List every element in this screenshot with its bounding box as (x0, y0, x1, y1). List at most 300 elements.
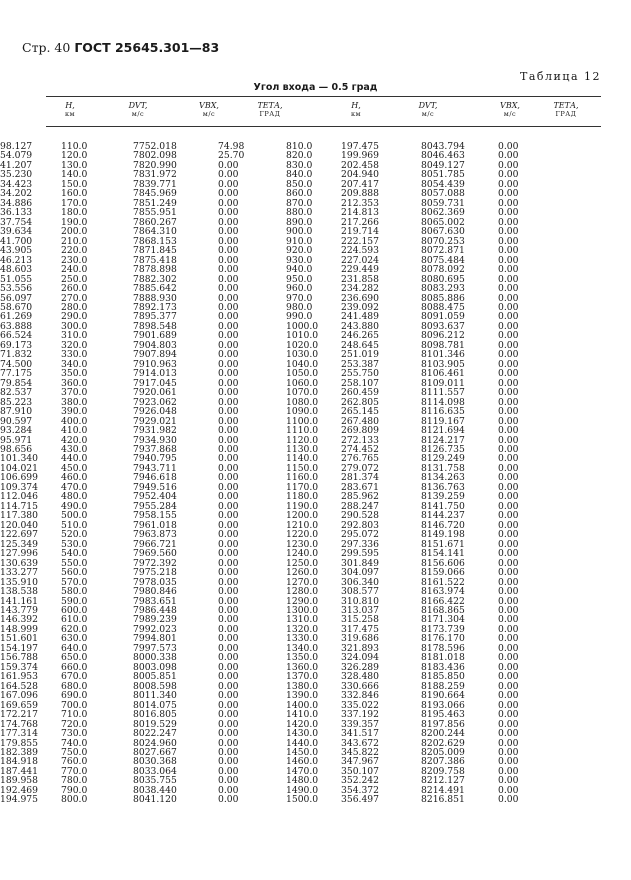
table-cell: 1310.0 (286, 614, 319, 626)
table-cell: 7907.894 (133, 349, 177, 361)
table-cell: 192.469 (0, 784, 38, 796)
table-cell: 1140.0 (286, 453, 319, 465)
table-cell: 7975.218 (133, 567, 177, 579)
table-cell: 276.765 (341, 453, 379, 465)
table-cell: 41.207 (0, 159, 33, 171)
table-cell: 0.00 (498, 557, 519, 569)
table-cell: 241.489 (341, 311, 379, 323)
table-cell: 7997.573 (133, 642, 177, 654)
table-cell: 970.0 (286, 292, 313, 304)
table-row: 620.0 148.999 7992.023 0.00 1320.0 317.475 8173.739 0.00 (0, 625, 631, 634)
table-cell: 265.145 (341, 406, 379, 418)
table-cell: 0.00 (218, 311, 239, 323)
table-cell: 8085.886 (421, 292, 465, 304)
table-cell: 0.00 (218, 207, 239, 219)
table-cell: 1010.0 (286, 330, 319, 342)
table-cell: 890.0 (286, 216, 313, 228)
table-cell: 7910.963 (133, 358, 177, 370)
table-cell: 1250.0 (286, 557, 319, 569)
table-cell: 0.00 (218, 623, 239, 635)
table-cell: 0.00 (218, 756, 239, 768)
table-cell: 8005.851 (133, 671, 177, 683)
table-cell: 0.00 (498, 718, 519, 730)
table-cell: 0.00 (218, 633, 239, 645)
table-cell: 0.00 (498, 614, 519, 626)
table-cell: 1210.0 (286, 519, 319, 531)
table-cell: 1180.0 (286, 491, 319, 503)
table-cell: 212.353 (341, 197, 379, 209)
table-cell: 98.127 (0, 141, 33, 152)
table-row: 230.0 46.213 7875.418 0.00 930.0 227.024 8075.484 0.00 (0, 256, 631, 265)
table-cell: 0.00 (498, 396, 519, 408)
table-cell: 321.893 (341, 642, 379, 654)
table-cell: 8103.905 (421, 358, 465, 370)
table-cell: 0.00 (498, 415, 519, 427)
column-header (480, 101, 540, 119)
table-cell: 8183.436 (421, 661, 465, 673)
data-table (0, 142, 631, 805)
table-cell: 34.423 (0, 178, 33, 190)
table-cell: 79.854 (0, 377, 33, 389)
table-cell: 850.0 (286, 178, 313, 190)
table-cell: 90.597 (0, 415, 33, 427)
table-cell: 1500.0 (286, 794, 319, 806)
table-cell: 0.00 (498, 623, 519, 635)
table-row: 130.0 41.207 7820.990 0.00 830.0 202.458 8049.127 0.00 (0, 161, 631, 170)
table-cell: 1300.0 (286, 604, 319, 616)
table-cell: 8168.865 (421, 604, 465, 616)
table-cell: 301.849 (341, 557, 379, 569)
table-cell: 98.656 (0, 444, 33, 455)
table-cell: 343.672 (341, 737, 379, 749)
table-cell: 356.497 (341, 794, 379, 806)
table-cell: 1110.0 (286, 425, 319, 437)
table-cell: 7978.035 (133, 576, 177, 588)
column-header-name: DVT, (418, 101, 438, 110)
table-cell: 74.98 (218, 141, 245, 152)
table-row: 240.0 48.603 7878.898 0.00 940.0 229.449 8078.092 0.00 (0, 265, 631, 274)
table-cell: 53.556 (0, 283, 33, 295)
table-cell: 920.0 (286, 245, 313, 257)
table-row: 790.0 192.469 8038.440 0.00 1490.0 354.372 8214.491 0.00 (0, 786, 631, 795)
table-cell: 870.0 (286, 197, 313, 209)
table-cell: 1350.0 (286, 652, 319, 664)
table-cell: 0.00 (498, 538, 519, 550)
table-cell: 0.00 (498, 576, 519, 588)
table-cell: 0.00 (218, 671, 239, 683)
table-row: 500.0 117.380 7958.155 0.00 1200.0 290.528 8144.237 0.00 (0, 511, 631, 520)
table-cell: 7952.404 (133, 491, 177, 503)
table-row: 260.0 53.556 7885.642 0.00 960.0 234.282 8083.293 0.00 (0, 284, 631, 293)
table-cell: 0.00 (498, 765, 519, 777)
table-row: 380.0 85.223 7923.062 0.00 1080.0 262.805 8114.098 0.00 (0, 398, 631, 407)
table-cell: 315.258 (341, 614, 379, 626)
column-header-unit: км (64, 110, 76, 118)
table-cell: 272.133 (341, 434, 379, 446)
table-cell: 1090.0 (286, 406, 319, 418)
table-cell: 258.107 (341, 377, 379, 389)
table-row: 560.0 133.277 7975.218 0.00 1260.0 304.097 8159.066 0.00 (0, 568, 631, 577)
table-cell: 8146.720 (421, 519, 465, 531)
table-cell: 7898.548 (133, 320, 177, 332)
table-cell: 1480.0 (286, 775, 319, 787)
table-cell: 8109.011 (421, 377, 465, 389)
table-cell: 61.269 (0, 311, 33, 323)
table-cell: 8141.750 (421, 500, 465, 512)
table-cell: 7969.560 (133, 548, 177, 560)
table-cell: 184.918 (0, 756, 38, 768)
table-cell: 8131.758 (421, 462, 465, 474)
table-cell: 8124.217 (421, 434, 465, 446)
table-cell: 114.715 (0, 500, 38, 512)
table-cell: 8014.075 (133, 699, 177, 711)
table-cell: 7885.642 (133, 283, 177, 295)
table-cell: 0.00 (218, 292, 239, 304)
table-cell: 0.00 (218, 519, 239, 531)
table-cell: 8126.735 (421, 444, 465, 455)
table-cell: 8200.244 (421, 728, 465, 740)
table-cell: 0.00 (218, 254, 239, 266)
table-cell: 304.097 (341, 567, 379, 579)
table-cell: 330.666 (341, 680, 379, 692)
table-cell: 85.223 (0, 396, 33, 408)
standard-code: ГОСТ 25645.301—83 (74, 40, 220, 55)
table-cell: 189.958 (0, 775, 38, 787)
table-cell: 269.809 (341, 425, 379, 437)
table-cell: 352.242 (341, 775, 379, 787)
table-cell: 58.670 (0, 301, 33, 313)
table-cell: 248.645 (341, 339, 379, 351)
table-row: 450.0 104.021 7943.711 0.00 1150.0 279.072 8131.758 0.00 (0, 464, 631, 473)
table-cell: 0.00 (218, 188, 239, 200)
column-header-unit: км (350, 110, 362, 118)
table-cell: 7845.969 (133, 188, 177, 200)
table-cell: 341.517 (341, 728, 379, 740)
table-cell: 0.00 (218, 604, 239, 616)
table-cell: 101.340 (0, 453, 38, 465)
table-cell: 0.00 (218, 652, 239, 664)
table-cell: 0.00 (218, 349, 239, 361)
table-row: 390.0 87.910 7926.048 0.00 1090.0 265.145 8116.635 0.00 (0, 407, 631, 416)
table-cell: 207.417 (341, 178, 379, 190)
page-header (22, 40, 219, 55)
table-row: 180.0 36.133 7855.951 0.00 880.0 214.813 8062.369 0.00 (0, 208, 631, 217)
table-cell: 0.00 (498, 462, 519, 474)
column-header (326, 101, 386, 119)
table-cell: 0.00 (218, 728, 239, 740)
table-cell: 25.70 (218, 150, 245, 162)
table-cell: 1170.0 (286, 481, 319, 493)
table-cell: 8035.755 (133, 775, 177, 787)
table-row: 300.0 63.888 7898.548 0.00 1000.0 243.880 8093.637 0.00 (0, 322, 631, 331)
table-row: 320.0 69.173 7904.803 0.00 1020.0 248.645 8098.781 0.00 (0, 341, 631, 350)
table-cell: 0.00 (218, 680, 239, 692)
table-cell: 8083.293 (421, 283, 465, 295)
table-cell: 1430.0 (286, 728, 319, 740)
table-cell: 8075.484 (421, 254, 465, 266)
column-header-name: H, (351, 101, 361, 110)
table-cell: 0.00 (498, 235, 519, 247)
table-subtitle: Угол входа — 0.5 град (253, 82, 378, 93)
table-cell: 281.374 (341, 472, 379, 484)
table-cell: 1470.0 (286, 765, 319, 777)
table-cell: 0.00 (218, 718, 239, 730)
table-cell: 0.00 (218, 538, 239, 550)
table-cell: 339.357 (341, 718, 379, 730)
table-cell: 1290.0 (286, 595, 319, 607)
table-cell: 8173.739 (421, 623, 465, 635)
table-cell: 7958.155 (133, 510, 177, 522)
table-cell: 0.00 (218, 330, 239, 342)
table-cell: 8043.794 (421, 141, 465, 152)
table-cell: 290.528 (341, 510, 379, 522)
table-row: 630.0 151.601 7994.801 0.00 1330.0 319.686 8176.170 0.00 (0, 634, 631, 643)
table-cell: 7871.845 (133, 245, 177, 257)
table-cell: 0.00 (218, 301, 239, 313)
column-header (179, 101, 239, 119)
column-header-unit: м/с (503, 110, 517, 118)
table-cell: 8156.606 (421, 557, 465, 569)
table-cell: 174.768 (0, 718, 38, 730)
table-row: 160.0 34.202 7845.969 0.00 860.0 209.888 8057.088 0.00 (0, 189, 631, 198)
table-cell: 7963.873 (133, 529, 177, 541)
table-cell: 1260.0 (286, 567, 319, 579)
table-cell: 0.00 (218, 377, 239, 389)
table-cell: 0.00 (498, 292, 519, 304)
table-cell: 0.00 (218, 197, 239, 209)
table-cell: 1120.0 (286, 434, 319, 446)
table-cell: 0.00 (498, 510, 519, 522)
table-cell: 900.0 (286, 226, 313, 238)
table-cell: 143.779 (0, 604, 38, 616)
table-cell: 1060.0 (286, 377, 319, 389)
table-cell: 209.888 (341, 188, 379, 200)
table-cell: 93.284 (0, 425, 33, 437)
table-cell: 7937.868 (133, 444, 177, 455)
table-cell: 0.00 (218, 444, 239, 455)
table-cell: 54.079 (0, 150, 33, 162)
table-cell: 0.00 (498, 406, 519, 418)
table-cell: 8136.763 (421, 481, 465, 493)
table-row: 750.0 182.389 8027.667 0.00 1450.0 345.822 8205.009 0.00 (0, 748, 631, 757)
table-row: 340.0 74.500 7910.963 0.00 1040.0 253.387 8103.905 0.00 (0, 360, 631, 369)
table-cell: 7923.062 (133, 396, 177, 408)
table-cell: 0.00 (218, 557, 239, 569)
table-cell: 8038.440 (133, 784, 177, 796)
table-cell: 8214.491 (421, 784, 465, 796)
table-cell: 0.00 (498, 207, 519, 219)
table-cell: 335.022 (341, 699, 379, 711)
table-cell: 0.00 (498, 709, 519, 721)
table-cell: 8057.088 (421, 188, 465, 200)
table-cell: 0.00 (218, 614, 239, 626)
table-row: 400.0 90.597 7929.021 0.00 1100.0 267.480 8119.167 0.00 (0, 417, 631, 426)
table-cell: 262.805 (341, 396, 379, 408)
table-cell: 8181.018 (421, 652, 465, 664)
table-cell: 0.00 (498, 548, 519, 560)
table-cell: 332.846 (341, 690, 379, 702)
table-row: 720.0 174.768 8019.529 0.00 1420.0 339.357 8197.856 0.00 (0, 720, 631, 729)
table-cell: 236.690 (341, 292, 379, 304)
table-cell: 167.096 (0, 690, 38, 702)
table-cell: 34.886 (0, 197, 33, 209)
table-cell: 7992.023 (133, 623, 177, 635)
table-cell: 104.021 (0, 462, 38, 474)
table-cell: 0.00 (498, 784, 519, 796)
table-row: 290.0 61.269 7895.377 0.00 990.0 241.489 8091.059 0.00 (0, 312, 631, 321)
table-cell: 283.671 (341, 481, 379, 493)
table-cell: 1020.0 (286, 339, 319, 351)
table-cell: 1450.0 (286, 747, 319, 758)
table-cell: 1330.0 (286, 633, 319, 645)
table-row: 760.0 184.918 8030.368 0.00 1460.0 347.967 8207.386 0.00 (0, 757, 631, 766)
table-cell: 1160.0 (286, 472, 319, 484)
table-cell: 0.00 (218, 425, 239, 437)
table-row: 640.0 154.197 7997.573 0.00 1340.0 321.893 8178.596 0.00 (0, 644, 631, 653)
table-cell: 0.00 (218, 472, 239, 484)
table-cell: 295.072 (341, 529, 379, 541)
table-cell: 71.832 (0, 349, 33, 361)
table-row: 480.0 112.046 7952.404 0.00 1180.0 285.962 8139.259 0.00 (0, 492, 631, 501)
table-cell: 8093.637 (421, 320, 465, 332)
table-cell: 0.00 (218, 737, 239, 749)
table-cell: 7994.801 (133, 633, 177, 645)
table-cell: 224.593 (341, 245, 379, 257)
table-cell: 8072.871 (421, 245, 465, 257)
table-row: 530.0 125.349 7966.721 0.00 1230.0 297.336 8151.671 0.00 (0, 540, 631, 549)
table-cell: 1030.0 (286, 349, 319, 361)
table-cell: 0.00 (218, 690, 239, 702)
table-cell: 308.577 (341, 586, 379, 598)
table-cell: 0.00 (218, 159, 239, 171)
table-cell: 328.480 (341, 671, 379, 683)
table-cell: 1100.0 (286, 415, 319, 427)
table-cell: 1000.0 (286, 320, 319, 332)
table-cell: 324.094 (341, 652, 379, 664)
table-cell: 326.289 (341, 661, 379, 673)
table-cell: 187.441 (0, 765, 38, 777)
table-cell: 8121.694 (421, 425, 465, 437)
column-header-name: VBX, (199, 101, 219, 110)
table-row: 680.0 164.528 8008.598 0.00 1380.0 330.666 8188.259 0.00 (0, 682, 631, 691)
table-cell: 7989.239 (133, 614, 177, 626)
table-cell: 1490.0 (286, 784, 319, 796)
table-row: 710.0 172.217 8016.805 0.00 1410.0 337.192 8195.463 0.00 (0, 710, 631, 719)
table-cell: 8114.098 (421, 396, 465, 408)
table-cell: 8046.463 (421, 150, 465, 162)
table-cell: 36.133 (0, 207, 33, 219)
table-cell: 164.528 (0, 680, 38, 692)
table-cell: 227.024 (341, 254, 379, 266)
table-cell: 8197.856 (421, 718, 465, 730)
table-cell: 313.037 (341, 604, 379, 616)
table-cell: 117.380 (0, 510, 38, 522)
table-cell: 7917.045 (133, 377, 177, 389)
table-cell: 8207.386 (421, 756, 465, 768)
table-cell: 1370.0 (286, 671, 319, 683)
table-cell: 1410.0 (286, 709, 319, 721)
table-cell: 7855.951 (133, 207, 177, 219)
table-cell: 0.00 (498, 320, 519, 332)
page-number: Стр. 40 (22, 40, 71, 55)
table-cell: 8209.758 (421, 765, 465, 777)
table-cell: 8051.785 (421, 169, 465, 181)
table-row: 140.0 35.230 7831.972 0.00 840.0 204.940 8051.785 0.00 (0, 170, 631, 179)
table-cell: 202.458 (341, 159, 379, 171)
table-cell: 0.00 (498, 728, 519, 740)
table-cell: 7946.618 (133, 472, 177, 484)
table-cell: 138.538 (0, 586, 38, 598)
table-cell: 7955.284 (133, 500, 177, 512)
column-header-name: H, (65, 101, 75, 110)
table-cell: 251.019 (341, 349, 379, 361)
table-cell: 125.349 (0, 538, 38, 550)
table-cell: 0.00 (498, 529, 519, 541)
table-cell: 66.524 (0, 330, 33, 342)
table-cell: 0.00 (498, 188, 519, 200)
table-row: 270.0 56.097 7888.930 0.00 970.0 236.690 8085.886 0.00 (0, 294, 631, 303)
table-row: 430.0 98.656 7937.868 0.00 1130.0 274.452 8126.735 0.00 (0, 445, 631, 454)
table-cell: 8134.263 (421, 472, 465, 484)
table-cell: 154.197 (0, 642, 38, 654)
table-cell: 8154.141 (421, 548, 465, 560)
table-cell: 177.314 (0, 728, 38, 740)
table-cell: 0.00 (218, 264, 239, 276)
table-cell: 0.00 (218, 576, 239, 588)
table-cell: 219.714 (341, 226, 379, 238)
table-cell: 0.00 (498, 150, 519, 162)
table-cell: 297.336 (341, 538, 379, 550)
table-cell: 0.00 (498, 434, 519, 446)
table-cell: 0.00 (218, 245, 239, 257)
table-row: 650.0 156.788 8000.338 0.00 1350.0 324.094 8181.018 0.00 (0, 653, 631, 662)
table-cell: 0.00 (498, 652, 519, 664)
table-row: 150.0 34.423 7839.771 0.00 850.0 207.417 8054.439 0.00 (0, 180, 631, 189)
table-cell: 51.055 (0, 273, 33, 285)
table-cell: 7972.392 (133, 557, 177, 569)
table-cell: 7926.048 (133, 406, 177, 418)
table-cell: 0.00 (218, 510, 239, 522)
table-cell: 8019.529 (133, 718, 177, 730)
table-cell: 1240.0 (286, 548, 319, 560)
table-cell: 950.0 (286, 273, 313, 285)
table-cell: 231.858 (341, 273, 379, 285)
table-cell: 146.392 (0, 614, 38, 626)
table-cell: 41.700 (0, 235, 33, 247)
table-row: 700.0 169.659 8014.075 0.00 1400.0 335.022 8193.066 0.00 (0, 701, 631, 710)
table-cell: 95.971 (0, 434, 33, 446)
table-cell: 7895.377 (133, 311, 177, 323)
table-cell: 8016.805 (133, 709, 177, 721)
table-cell: 106.699 (0, 472, 38, 484)
table-cell: 0.00 (498, 690, 519, 702)
table-cell: 8030.368 (133, 756, 177, 768)
table-cell: 0.00 (498, 444, 519, 455)
table-cell: 127.996 (0, 548, 38, 560)
table-cell: 7949.516 (133, 481, 177, 493)
table-cell: 8116.635 (421, 406, 465, 418)
table-cell: 130.639 (0, 557, 38, 569)
table-cell: 0.00 (218, 794, 239, 806)
table-cell: 8011.340 (133, 690, 177, 702)
table-cell: 0.00 (218, 491, 239, 503)
table-cell: 319.686 (341, 633, 379, 645)
table-cell: 279.072 (341, 462, 379, 474)
table-cell: 133.277 (0, 567, 38, 579)
table-cell: 350.107 (341, 765, 379, 777)
table-row: 670.0 161.953 8005.851 0.00 1370.0 328.480 8185.850 0.00 (0, 672, 631, 681)
table-cell: 222.157 (341, 235, 379, 247)
